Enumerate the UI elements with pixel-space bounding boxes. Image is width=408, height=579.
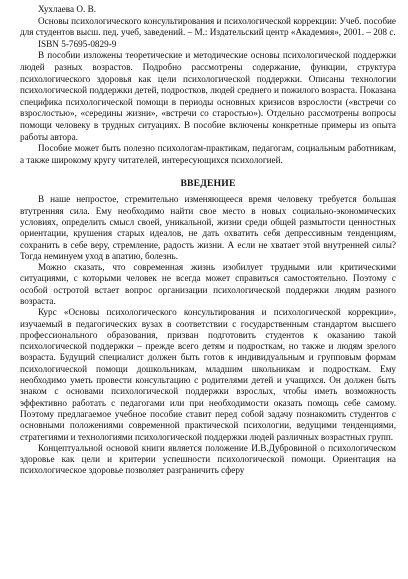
abstract-paragraph: Пособие может быть полезно психологам-практикам, педагогам, социальным работникам, а также широкому кругу читателей, интересующихся психологией. (20, 143, 396, 165)
author-name: Хухлаева О. В. (38, 4, 96, 14)
body-paragraph: Курс «Основы психологического консультирования и психологической коррекции», изучаемый в педагогических вузах в соответствии с государственным стандартом высшего профессионального образования, призван подготовить студентов к оказанию такой психологической поддержки – прежде всего детям и подросткам, но также и людям зрелого возраста. Будущий специалист должен быть готов к индивидуальным и групповым формам психологической помощи дошкольникам, младшим школьникам и подросткам. Ему необходимо уметь провести консультацию с родителями детей и учащихся. Он должен быть знаком с основами психологической поддержки взрослых, чтобы иметь возможность эффективно работать с педагогами или при необходимости оказать помощь себе самому. Поэтому предлагаемое учебное пособие ставит перед собой задачу познакомить студентов с основными положениями современной практической психологии, ведущими тенденциями, стратегиями и технологиями психологической поддержки людей различных возрастных групп. (20, 307, 396, 442)
body-paragraph: Можно сказать, что современная жизнь изобилует трудными или критическими ситуациями, с которыми человек не всегда может справиться самостоятельно. Поэтому с особой остротой встает вопрос организации психологической поддержки людям разного возраста. (20, 262, 396, 306)
bibliographic-record: Основы психологического консультирования и психологической коррекции: Учеб. пособие для студентов высш. пед. учеб, заведений. – М.: Издательский центр «Академия», 2001. – 208 с. (20, 15, 396, 38)
abstract-paragraph: В пособии изложены теоретические и методические основы психологической поддержки людей разных возрастов. Подробно рассмотрены содержание, функции, структура психологического здоровья как цели психологической поддержки. Описаны технологии психологической поддержки детей, подростков, людей среднего и пожилого возраста. Показана специфика психологической помощи в периоды основных кризисов взрослости («встречи со взрослостью», «середины жизни», «встречи со старостью»). Отдельно рассмотрены вопросы помощи человеку в трудных ситуациях. В пособие включены конкретные примеры из опыта работы автора. (20, 50, 396, 142)
section-body (20, 194, 396, 476)
body-paragraph: В наше непростое, стремительно изменяющееся время человеку требуется большая втутренняя сила. Ему необходимо найти свое место в новых социально-экономических условиях, определить смысл своей, уникальной, жизни среди общей размытости ценностных ориентации, крушения старых идеалов, не дать охватить себя депрессивным тенденциям, сохранить в себе веру, стремление, радость жизни. А если не хватает этой внутренней силы? Тогда неминуем уход в апатию, болезнь. (20, 194, 396, 261)
body-paragraph: Концептуальной основой книги является положение И.В.Дубровиной о психологическом здоровье как цели и критерии успешности психологической помощи. Ориентация на психологическое здоровье позволяет разграничить сферу (20, 442, 396, 476)
isbn: ISBN 5-7695-0829-9 (38, 38, 117, 49)
section-heading: ВВЕДЕНИЕ (180, 178, 236, 190)
front-matter (20, 4, 396, 166)
